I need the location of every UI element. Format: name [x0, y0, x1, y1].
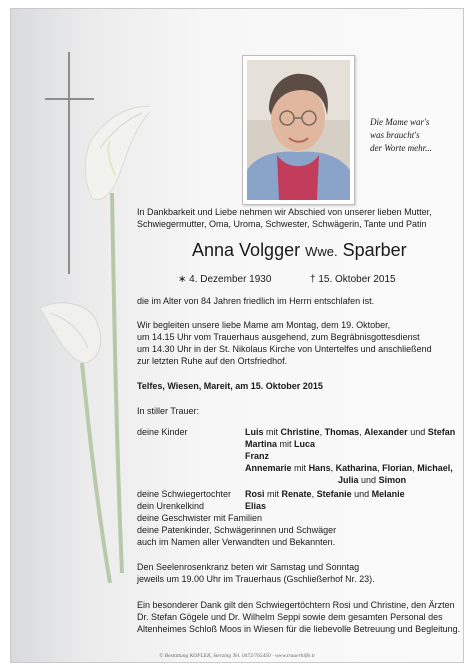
children-line-4	[245, 462, 453, 474]
connector: mit	[266, 427, 279, 437]
grandchild-name: Julia	[338, 475, 359, 485]
grandchild-name: Thomas	[324, 427, 360, 437]
quote-line: Die Mame war's	[370, 117, 430, 127]
separator: ,	[311, 489, 315, 499]
other-relatives	[137, 512, 464, 548]
connector: und	[361, 475, 377, 485]
cross-icon-bar	[45, 98, 94, 100]
funeral-text	[137, 319, 464, 367]
children-label: deine Kinder	[137, 427, 188, 437]
connector: mit	[267, 489, 280, 499]
thanks-line: Altenheimes Schloß Moos in Wiesen für die liebevolle Betreuung und Begleitung.	[137, 624, 461, 634]
grandchild-name: Florian	[382, 463, 413, 473]
funeral-line: um 14.30 Uhr in der St. Nikolaus Kirche von Untertelfes und anschließend	[137, 344, 432, 354]
child-name: Martina	[245, 439, 278, 449]
place-date: Telfes, Wiesen, Mareit, am 15. Oktober 2015	[137, 381, 323, 391]
death-date: † 15. Oktober 2015	[310, 274, 396, 285]
deceased-suffix: Wwe.	[305, 244, 338, 259]
funeral-line: zur letzten Ruhe auf den Ortsfriedhof.	[137, 356, 288, 366]
other-relatives-line: auch im Namen aller Verwandten und Bekannten.	[137, 537, 336, 547]
separator: ,	[359, 427, 362, 437]
grandchild-name: Alexander	[364, 427, 408, 437]
separator: ,	[319, 427, 323, 437]
thanks-line: Ein besonderer Dank gilt den Schwiegertöchtern Rosi und Christine, den Ärzten	[137, 600, 455, 610]
rosary-line: Den Seelenrosenkranz beten wir Samstag und Sonntag	[137, 562, 360, 572]
children-line-1	[245, 426, 455, 438]
great-grandchild-name: Elias	[245, 501, 267, 511]
relative-name: Rosi	[245, 489, 265, 499]
grandchild-name: Katharina	[335, 463, 378, 473]
children-line-3	[245, 450, 269, 462]
thanks-line: Dr. Stefan Gögele und Dr. Wilhelm Seppi sowie dem gesamten Personal des	[137, 612, 443, 622]
calla-lily-illustration	[30, 103, 150, 603]
spouse-name: Christine	[280, 427, 320, 437]
child-name: Luis	[245, 427, 264, 437]
connector: und	[410, 427, 426, 437]
birth-date: ∗ 4. Dezember 1930	[178, 274, 272, 285]
grandchild-name: Melanie	[371, 489, 405, 499]
connector: mit	[294, 463, 307, 473]
connector: und	[354, 489, 370, 499]
separator: ,	[330, 463, 334, 473]
footer-imprint: © Bestattung KOFLER, Sterzing Tel. 0472/765450 · www.trauerhilfe.it	[159, 653, 315, 659]
quote	[370, 116, 464, 155]
intro-line: Schwiegermutter, Oma, Uroma, Schwester, Schwägerin, Tante und Patin	[137, 219, 427, 229]
age-line: die im Alter von 84 Jahren friedlich im Herrn entschlafen ist.	[137, 296, 375, 306]
grandchild-name: Stefan	[427, 427, 456, 437]
quote-line: der Worte mehr...	[370, 143, 432, 153]
thanks-text	[137, 599, 464, 635]
daughter-in-law-line	[245, 488, 405, 500]
child-name: Franz	[245, 451, 270, 461]
child-name: Annemarie	[245, 463, 292, 473]
funeral-line: um 14.15 Uhr vom Trauerhaus ausgehend, zum Begräbnisgottesdienst	[137, 332, 420, 342]
deceased-first-name: Anna Volgger	[192, 240, 301, 260]
great-grandchild-line	[245, 500, 266, 512]
children-line-2	[245, 438, 315, 450]
portrait-photo-frame	[242, 55, 355, 205]
rosary-text	[137, 561, 464, 585]
grandchild-name: Stefanie	[316, 489, 352, 499]
quote-line: was braucht's	[370, 130, 420, 140]
funeral-line: Wir begleiten unsere liebe Mame am Montag, dem 19. Oktober,	[137, 320, 391, 330]
daughter-in-law-label: deine Schwiegertochter	[137, 489, 232, 499]
grandchild-name: Michael,	[417, 463, 453, 473]
grandchild-name: Simon	[378, 475, 407, 485]
other-relatives-line: deine Geschwister mit Familien	[137, 513, 263, 523]
intro-line: In Dankbarkeit und Liebe nehmen wir Abschied von unserer lieben Mutter,	[137, 207, 432, 217]
other-relatives-line: deine Patenkinder, Schwägerinnen und Schwäger	[137, 525, 337, 535]
grandchild-name: Luca	[294, 439, 316, 449]
mourning-intro: In stiller Trauer:	[137, 406, 200, 416]
great-grandchild-label: dein Urenkelkind	[137, 501, 205, 511]
separator: ,	[377, 463, 380, 473]
obituary-card	[10, 8, 464, 663]
intro-text	[137, 206, 464, 230]
deceased-maiden-name: Sparber	[342, 240, 407, 260]
spouse-name: Hans	[308, 463, 331, 473]
portrait-photo	[247, 60, 350, 200]
grandchild-name: Renate	[281, 489, 312, 499]
rosary-line: jeweils um 19.00 Uhr im Trauerhaus (Gschließerhof Nr. 23).	[137, 574, 375, 584]
separator: ,	[412, 463, 415, 473]
children-line-5	[338, 474, 406, 486]
deceased-name	[192, 240, 407, 261]
connector: mit	[279, 439, 292, 449]
